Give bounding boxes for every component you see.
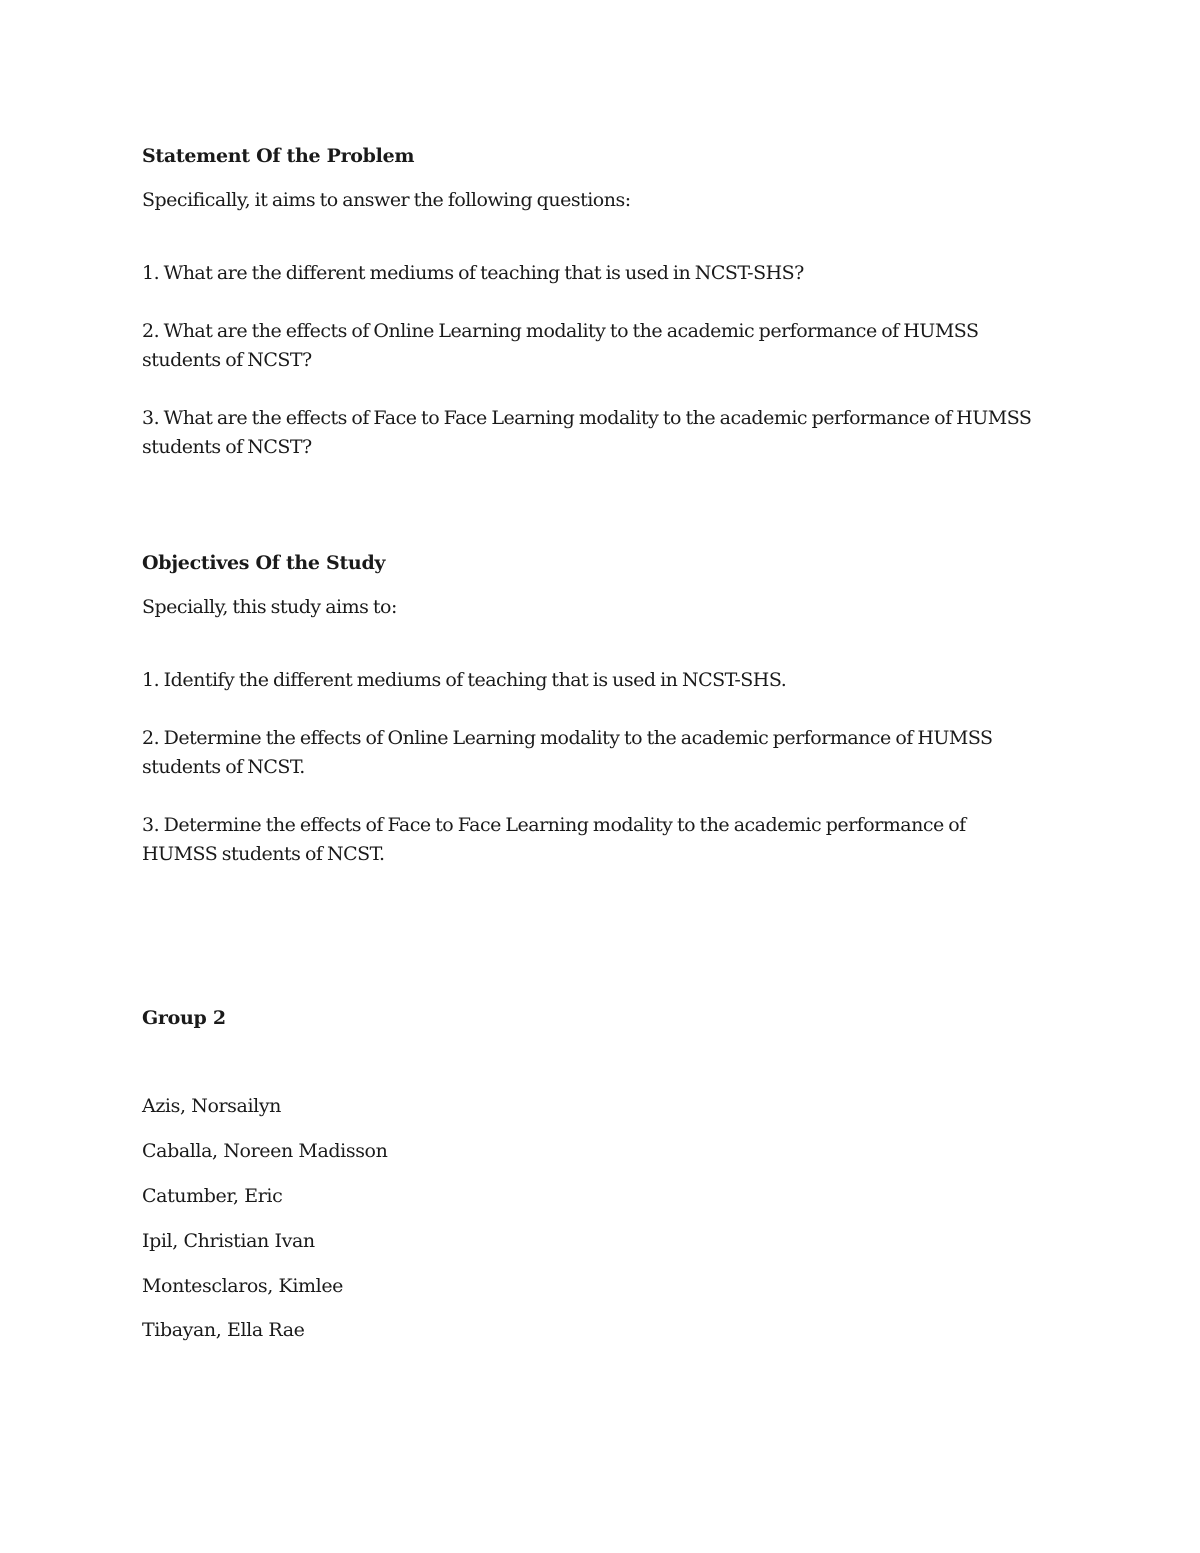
group-member: Ipil, Christian Ivan [142,1230,315,1252]
problem-item-3: 3. What are the effects of Face to Face Learning modality to the academic performance of HUMSS students of NCST? [142,407,1032,458]
group-member: Tibayan, Ella Rae [142,1319,305,1341]
objectives-heading: Objectives Of the Study [142,552,386,574]
group-member: Montesclaros, Kimlee [142,1275,344,1297]
objectives-item-1: 1. Identify the different mediums of teaching that is used in NCST-SHS. [142,669,787,691]
problem-intro: Specifically, it aims to answer the following questions: [142,189,631,211]
problem-heading: Statement Of the Problem [142,145,415,167]
problem-item-2: 2. What are the effects of Online Learning modality to the academic performance of HUMSS students of NCST? [142,320,979,371]
group-member: Catumber, Eric [142,1185,283,1207]
objectives-intro: Specially, this study aims to: [142,596,397,618]
group-member: Caballa, Noreen Madisson [142,1140,388,1162]
objectives-item-3: 3. Determine the effects of Face to Face Learning modality to the academic performance of HUMSS students of NCST. [142,814,966,865]
group-member: Azis, Norsailyn [142,1095,281,1117]
objectives-item-2: 2. Determine the effects of Online Learning modality to the academic performance of HUMSS students of NCST. [142,727,993,778]
group-heading: Group 2 [142,1007,226,1029]
problem-item-1: 1. What are the different mediums of teaching that is used in NCST-SHS? [142,262,804,284]
